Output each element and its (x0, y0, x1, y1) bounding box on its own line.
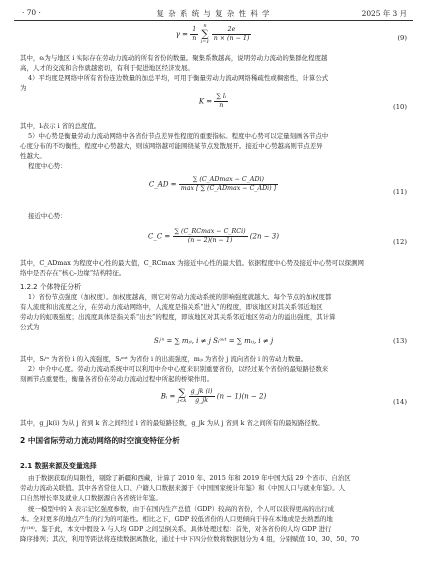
sum-icon: ∑ j<k (177, 387, 187, 404)
equation-9 (0, 24, 427, 45)
journal-title: 复 杂 系 统 与 复 杂 性 科 学 (156, 9, 271, 18)
paragraph-line: 5）中心势是衡量劳动力流动网络中各省份节点差异性程度的重要指标。程度中心势可以定量刻画各节点中 (28, 132, 329, 140)
eq9-fraction: $\frac{2e}{n \times (n - 1)}$ (213, 26, 250, 42)
paragraph-line: 其中，Sᵢⁱⁿ 为省份 i 的入流强度，Sᵢᵒᵘᵗ 为省份 i 的出流强度，mⱼᵢ 为省份 j 流向省份 i 的劳动力数量。 (20, 355, 308, 363)
equation-12 (0, 228, 427, 245)
sum-icon: n ∑ i=1 (200, 23, 210, 45)
eq10-lhs: K = (198, 97, 213, 106)
eq9-number: (9) (397, 34, 407, 42)
eq10-number: (10) (393, 103, 407, 111)
eq12-number: (12) (393, 238, 407, 246)
eq12-fraction: $\frac{\text{∑ (C\_RCmax − C\_RCi)}}{(n - 2)(n - 1)}$ (174, 228, 246, 244)
equation-14 (0, 388, 427, 405)
paragraph-line: 本。全对更多的地点产生的行为的可能性。相比之下，GDP 较低省份的人口更倾向于待在本地或是去熟悉的地 (20, 515, 333, 523)
eq12-lhs: C_C = (147, 232, 171, 241)
eq11-lhs: C_AD = (148, 180, 177, 189)
paragraph-line: 接近中心势： (28, 212, 67, 220)
running-header (14, 6, 413, 21)
paragraph-line: 2）中介中心度。劳动力流动系统中可以利用中介中心度来识别重要省份，以经过某个省份的最短路径数来 (28, 365, 329, 373)
eq14-number: (14) (393, 398, 407, 406)
eq9-lhs: γ = (175, 30, 188, 39)
eq14-lhs: Bᵢ = (160, 392, 176, 401)
paragraph-line: 心度分布的不均衡性，程度中心势越大，则该网络越可能围绕某节点发散展开。接近中心势越高则节点差异 (20, 142, 323, 150)
paragraph-line: 有人流度和出流度之分，在劳动力流动网络中，人流度是指关系“进入”的程度，即该地区对其关系邻近地区 (20, 303, 323, 311)
eq12-tail: (2n − 3) (249, 232, 279, 241)
paragraph-line: 其中，lᵢ表示 i 省的总度值。 (20, 122, 101, 130)
paragraph-line: 刻画节点重要性，衡量各省份在劳动力流动过程中所起的桥梁作用。 (20, 375, 214, 383)
paragraph-line: 公式为 (20, 323, 40, 331)
eq14-tail: (n − 1)(n − 2) (216, 392, 267, 401)
section-heading: 2 中国省际劳动力流动网络的时空演变特征分析 (20, 436, 180, 445)
paragraph-line: 高，人才的交流和合作就越密切，有利于促进地区经济发展。 (20, 64, 194, 72)
paragraph-line: 其中，C_ADmax 为程度中心性的最大值，C_RCmax 为接近中心性的最大值。依据程度中心势及接近中心势可以探测网 (20, 259, 364, 267)
paragraph-line: 1）省份节点强度（加权度）。加权度越高，则它对劳动力流动系统的影响强度就越大。每个节点的加权度都 (28, 293, 332, 301)
paragraph-line: 其中，g_jk(i) 为从 j 省到 k 省之间经过 i 省的最短路径数，g_jk 为从 j 省到 k 省之间所有的最短路径数。 (20, 419, 324, 427)
page-number: · 70 · (22, 8, 41, 17)
eq11-fraction: $\frac{\text{∑ (C\_ADmax − C\_ADi)}}{\text{max [ ∑ (C\_ADmax − C\_ADi) ]}}$ (180, 176, 277, 192)
eq13-number: (13) (393, 337, 407, 345)
paragraph-line: 4）平均度是网络中所有省份连边数量的加总平均，可用于衡量劳动力流动网络稀疏性或稠密性，计算公式 (28, 74, 329, 82)
subsection-heading: 1.2.2 个体特征分析 (20, 283, 82, 291)
paragraph-line: 降序排列；其次，利用等距法将连续数据离散化，通过十中下四分位数将数据划分为 4 组，分别赋值 10、30、50、70 (20, 535, 360, 543)
eq10-fraction: $\frac{\text{∑ lᵢ}}{n}$ (216, 93, 227, 109)
equation-13: Sᵢⁱⁿ = ∑ mⱼᵢ, i ≠ j Sᵢᵒᵘᵗ = ∑ mᵢⱼ, i ≠ j (153, 337, 274, 345)
paragraph-line: 性越大。 (20, 152, 46, 160)
eq9-coef: $\frac{1}{n}$ (192, 26, 197, 42)
paragraph-line: 为 (20, 84, 27, 92)
subsection-heading: 2.1 数据来源及变量选择 (20, 462, 97, 470)
equation-11 (0, 176, 427, 193)
paragraph-line: 劳动力的虹吸强度；出流度具体是指关系“出去”的程度，即该地区对其关系邻近地区劳动力的溢出强度，其计算 (20, 313, 336, 321)
eq14-fraction: $\frac{g\_jk (i)}{g\_jk}$ (190, 388, 213, 404)
paragraph-line: 统一模型中的 λ 表示记忆强度参数，由于在国内生产总值（GDP）较高的省份，个人可以获得更高的出行成 (28, 505, 335, 513)
issue-date: 2025 年 3 月 (361, 9, 407, 18)
paragraph-line: 劳动力流动关联值。其中各省常住人口、户籍人口数据来源于《中国国家统计年鉴》和《中国人口与就业年鉴》。人 (20, 484, 346, 492)
eq11-number: (11) (393, 188, 407, 196)
paragraph-line: 方⁽¹⁶⁾。鉴于此，本文中假设 λ 与人均 GDP 之间呈倒关系。具体处理过程：首先，对各省份的人均 GDP 进行 (20, 525, 332, 533)
paragraph-line: 程度中心势： (28, 162, 67, 170)
paragraph-line: 络中是否存在“核心-边缘”结构特征。 (20, 269, 126, 277)
equation-10 (0, 93, 427, 110)
paragraph-line: 口自然增长率及就业人口数据源自各省统计年鉴。 (20, 494, 162, 502)
paragraph-line: 由于数据获取的局限性，剔除了新疆和西藏，计算了 2010 年、2015 年和 2019 年中国大陆 29 个省市、自治区 (28, 474, 351, 482)
paragraph-line: 其中，eᵢ为与地区 i 实际存在劳动力流动的所有省份的数量。聚集系数越高，说明劳动力流动的集群化程度越 (20, 54, 328, 62)
